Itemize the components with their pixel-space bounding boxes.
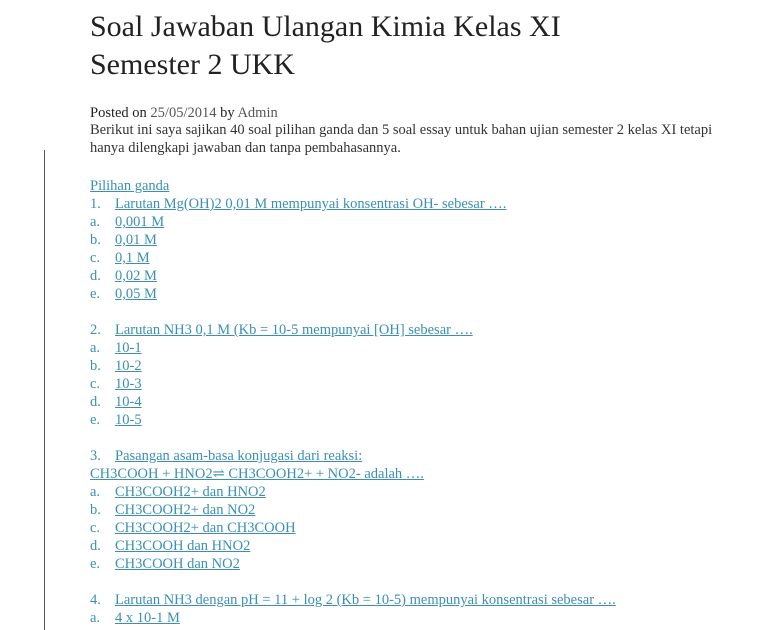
option-letter: a. xyxy=(90,340,101,356)
answer-option[interactable] xyxy=(90,249,730,267)
option-letter: a. xyxy=(90,484,101,500)
answer-option[interactable] xyxy=(90,483,730,501)
post-title xyxy=(90,8,730,84)
answer-option[interactable] xyxy=(90,501,730,519)
option-text: 10-2 xyxy=(115,358,142,374)
option-letter: c. xyxy=(90,250,101,266)
question-text[interactable] xyxy=(90,321,730,339)
answer-option[interactable] xyxy=(90,339,730,357)
left-border-line xyxy=(44,150,45,630)
question-list xyxy=(90,177,730,627)
answer-option[interactable] xyxy=(90,555,730,573)
option-text: 10-1 xyxy=(115,340,142,356)
post-date-link[interactable]: 25/05/2014 xyxy=(150,105,217,121)
option-text: CH3COOH dan HNO2 xyxy=(115,538,251,554)
author-link[interactable]: Admin xyxy=(237,105,278,121)
option-text: 10-4 xyxy=(115,394,142,410)
question-stem: Larutan NH3 0,1 M (Kb = 10-5 mempunyai [OH] sebesar …. xyxy=(115,322,473,338)
question-text[interactable] xyxy=(90,591,730,609)
question-stem: Pasangan asam-basa konjugasi dari reaksi: xyxy=(115,448,363,464)
option-letter: e. xyxy=(90,556,101,572)
question-number: 1. xyxy=(90,196,101,212)
answer-option[interactable] xyxy=(90,213,730,231)
by-label: by xyxy=(220,105,235,121)
option-letter: d. xyxy=(90,538,101,554)
option-text: 4 x 10-1 M xyxy=(115,610,180,626)
option-text: 0,01 M xyxy=(115,232,157,248)
answer-option[interactable] xyxy=(90,231,730,249)
answer-option[interactable] xyxy=(90,411,730,429)
section-heading[interactable]: Pilihan ganda xyxy=(90,178,170,194)
option-letter: c. xyxy=(90,520,101,536)
post-article xyxy=(90,8,730,627)
post-meta xyxy=(90,105,730,122)
option-text: 10-3 xyxy=(115,376,142,392)
option-letter: b. xyxy=(90,502,101,518)
option-letter: c. xyxy=(90,376,101,392)
question-gap xyxy=(90,573,730,591)
answer-option[interactable] xyxy=(90,393,730,411)
option-letter: a. xyxy=(90,610,101,626)
option-text: CH3COOH2+ dan HNO2 xyxy=(115,484,266,500)
post-title-line-2: Semester 2 UKK xyxy=(90,48,295,81)
question-text[interactable] xyxy=(90,195,730,213)
option-letter: e. xyxy=(90,286,101,302)
option-letter: b. xyxy=(90,358,101,374)
question-number: 4. xyxy=(90,592,101,608)
answer-option[interactable] xyxy=(90,537,730,555)
question-stem: Larutan NH3 dengan pH = 11 + log 2 (Kb = 10-5) mempunyai konsentrasi sebesar …. xyxy=(115,592,616,608)
answer-option[interactable] xyxy=(90,357,730,375)
post-title-line-1: Soal Jawaban Ulangan Kimia Kelas XI xyxy=(90,10,561,43)
answer-option[interactable] xyxy=(90,519,730,537)
answer-option[interactable] xyxy=(90,285,730,303)
question-gap xyxy=(90,303,730,321)
answer-option[interactable] xyxy=(90,609,730,627)
option-text: CH3COOH2+ dan CH3COOH xyxy=(115,520,296,536)
question-number: 2. xyxy=(90,322,101,338)
question-gap xyxy=(90,429,730,447)
question-number: 3. xyxy=(90,448,101,464)
question-stem: Larutan Mg(OH)2 0,01 M mempunyai konsentrasi OH- sebesar …. xyxy=(115,196,507,212)
option-letter: d. xyxy=(90,394,101,410)
option-letter: d. xyxy=(90,268,101,284)
questions-container xyxy=(90,195,730,627)
post-intro: Berikut ini saya sajikan 40 soal pilihan ganda dan 5 soal essay untuk bahan ujian semester 2 kelas XI tetapi hanya dilengkapi jawaban dan tanpa pembahasannya. xyxy=(90,122,713,156)
option-letter: b. xyxy=(90,232,101,248)
answer-option[interactable] xyxy=(90,267,730,285)
option-letter: e. xyxy=(90,412,101,428)
option-text: 0,02 M xyxy=(115,268,157,284)
option-text: 10-5 xyxy=(115,412,142,428)
option-text: 0,1 M xyxy=(115,250,150,266)
option-text: 0,001 M xyxy=(115,214,165,230)
question-text-continued[interactable]: CH3COOH + HNO2⇌ CH3COOH2+ + NO2- adalah …. xyxy=(90,466,424,482)
option-text: 0,05 M xyxy=(115,286,157,302)
posted-on-label: Posted on xyxy=(90,105,147,121)
option-letter: a. xyxy=(90,214,101,230)
answer-option[interactable] xyxy=(90,375,730,393)
question-text[interactable] xyxy=(90,447,730,465)
option-text: CH3COOH dan NO2 xyxy=(115,556,240,572)
option-text: CH3COOH2+ dan NO2 xyxy=(115,502,256,518)
